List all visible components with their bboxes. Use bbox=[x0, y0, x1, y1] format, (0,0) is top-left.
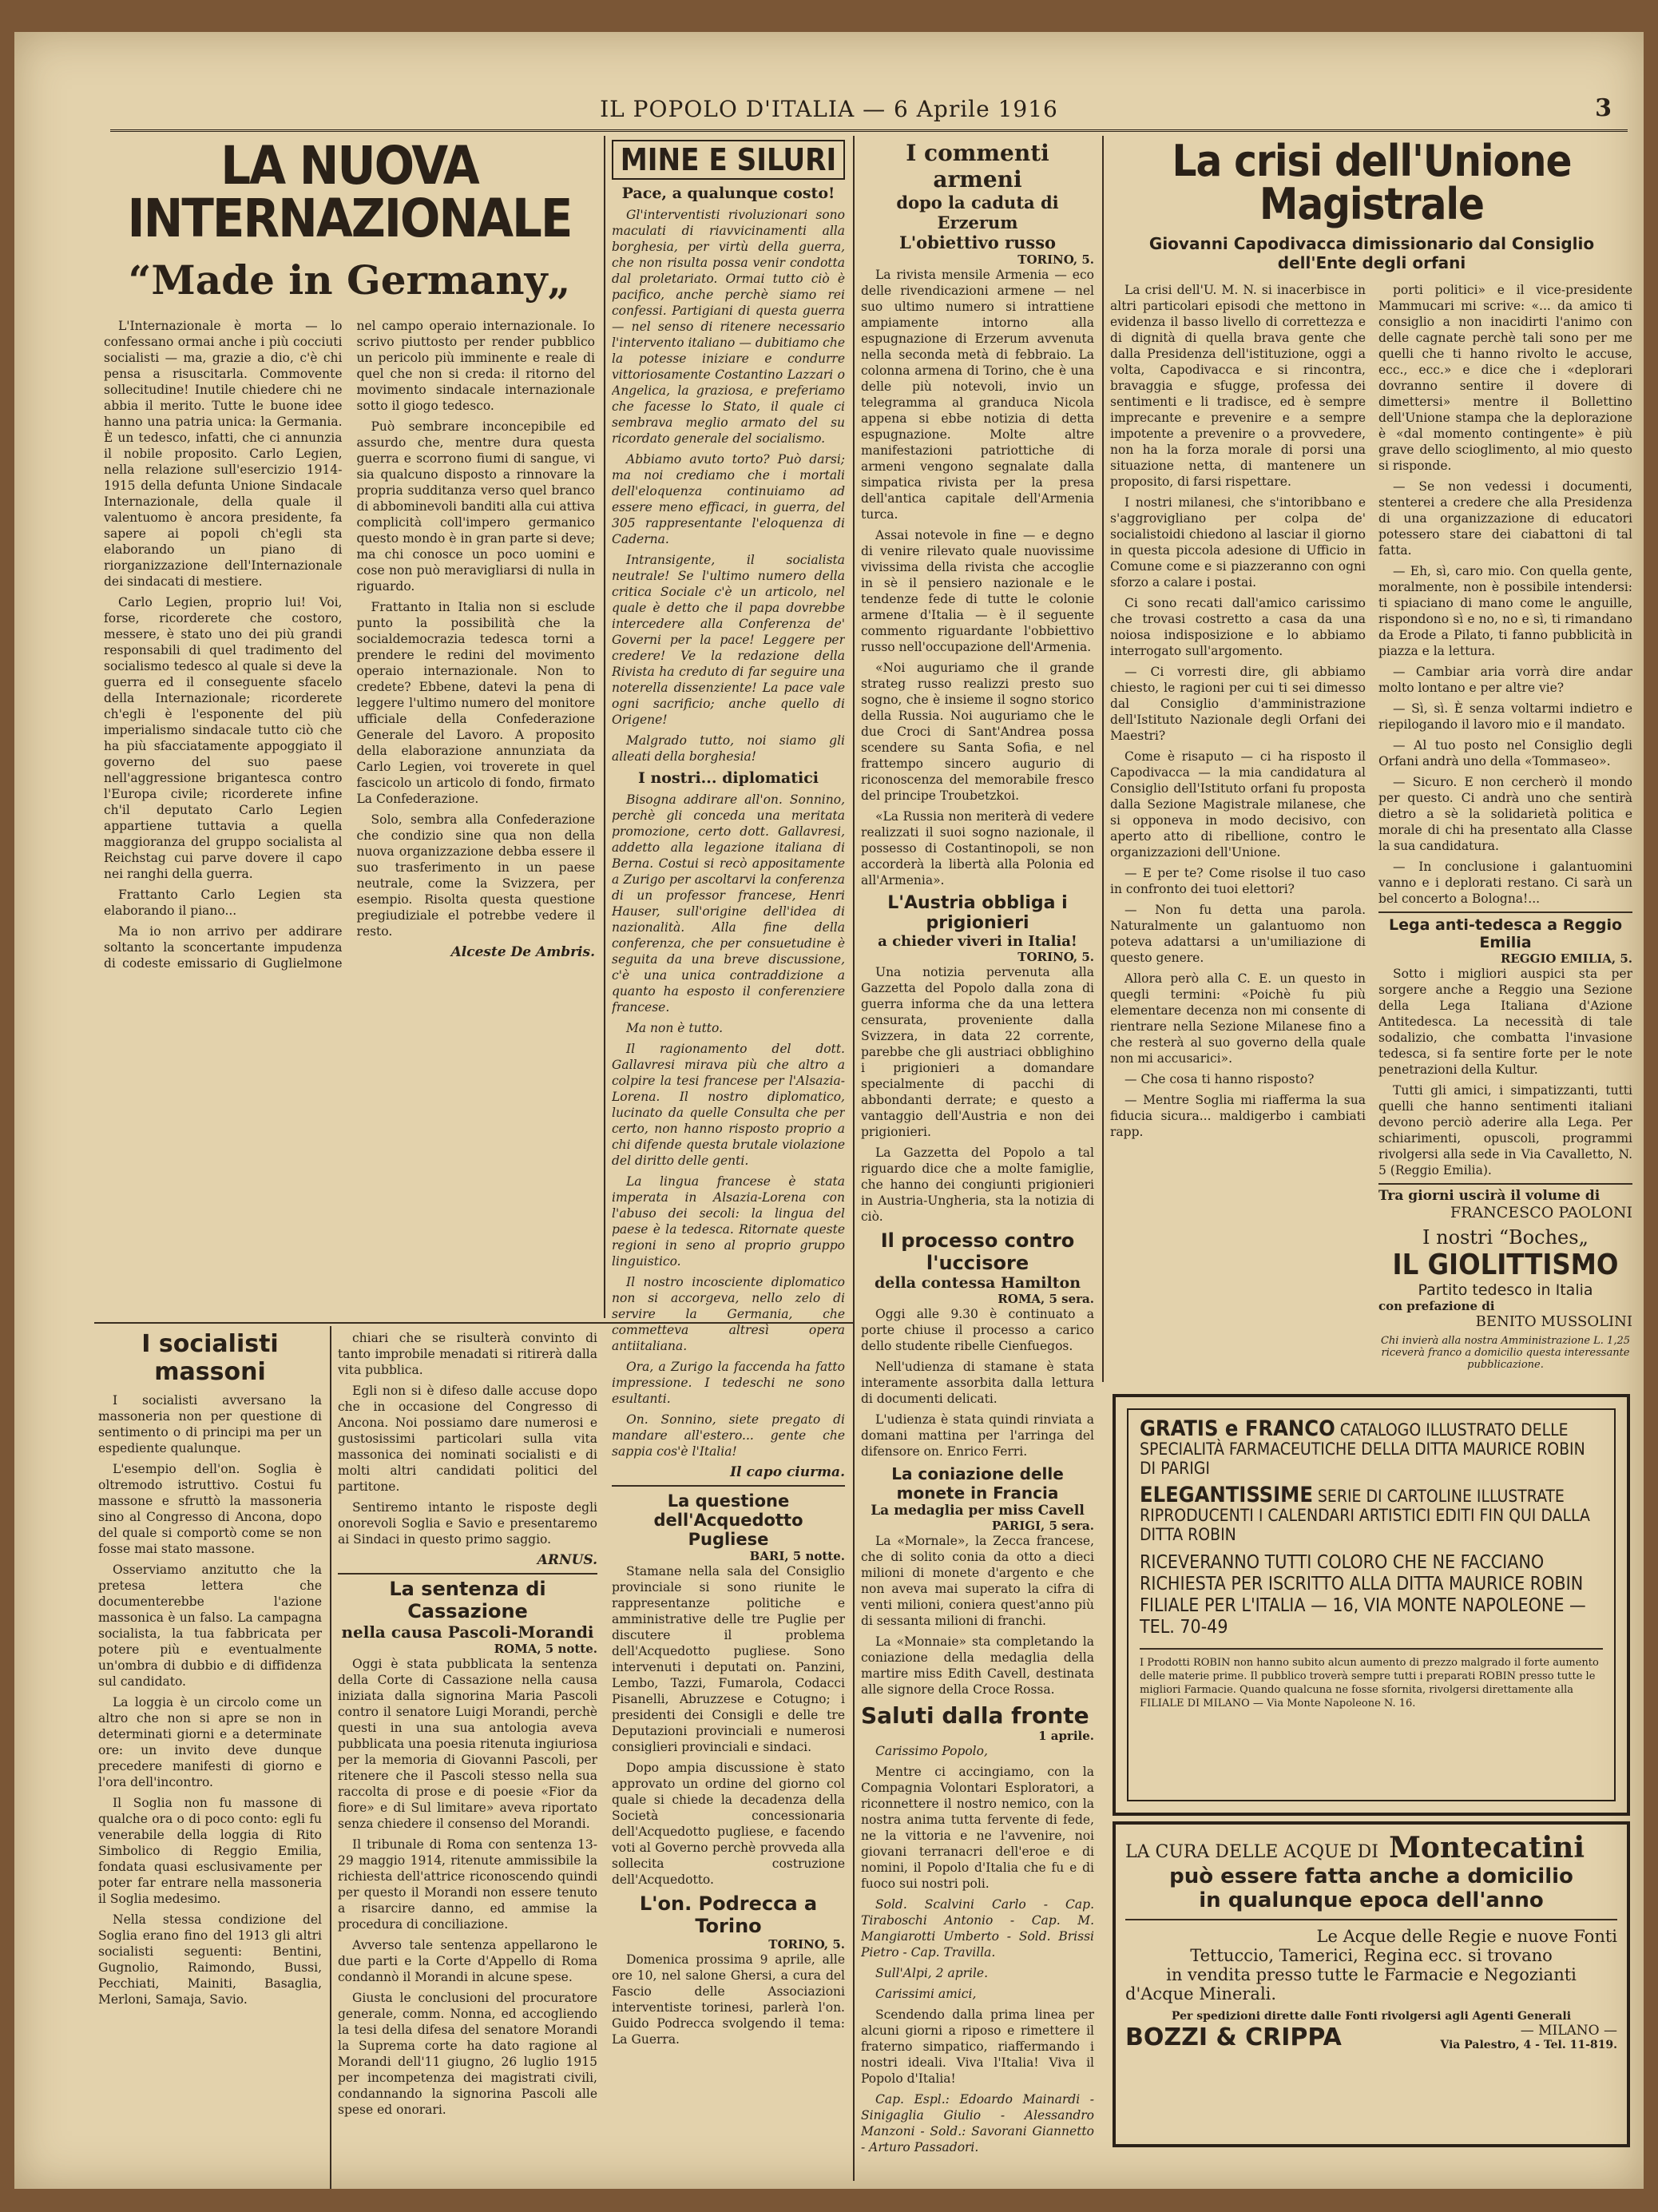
paragraph: Solo, sembra alla Confederazione che condizio sine qua non della nuova organizzazione debba essere il suo trasferimento in un paese neutrale, come la Svizzera, per esempio. Risolta questa questione pregiudiziale el potrebbe vedere il resto. bbox=[356, 812, 595, 939]
column-rule bbox=[1102, 136, 1104, 1382]
ad-text: Per spedizioni dirette dalle Fonti rivolgersi agli Agenti Generali bbox=[1171, 2010, 1572, 2023]
paragraph: Ma non è tutto. bbox=[626, 1021, 724, 1035]
paragraph: Può sembrare inconcepibile ed assurdo che, mentre dura questa guerra e scorrono fiumi di sangue, vi sia qualcuno disposto a rinnovare la propria sudditanza verso quel branco di abbominevoli banditi alla cui attiva complicità coll'impero germanico questo mondo è in gran parte si deve; ma chi conosce un poco uomini e cose non può meravigliarsi di nulla in riguardo. bbox=[356, 419, 595, 594]
section-rule bbox=[612, 1485, 845, 1487]
paragraph: Nella stessa condizione del Soglia erano fino del 1913 gli altri socialisti seguenti: Bentini, Gugnolio, Raimondo, Bussi, Pecchiati, Mainiti, Basaglia, Merloni, Samaja, Savio. bbox=[98, 1912, 322, 2007]
article-body bbox=[1378, 966, 1632, 1178]
ad-rule bbox=[1125, 1919, 1617, 1920]
paragraph: Mentre ci accingiamo, con la Compagnia Volontari Esploratori, a riconnettere il nostro nemico, con la nostra anima tutta fervente di fede, ne la vittoria e ne l'avvenire, noi giovani terranacri dell'eroe e di nomini, il Popolo d'Italia che fu e di fuoco sui nostri poli. bbox=[861, 1765, 1094, 1891]
signature: Alceste De Ambris. bbox=[450, 944, 595, 960]
paragraph: «Noi auguriamo che il grande strateg russo realizzi presto suo sogno, che è insieme il sogno storico della Russia. Noi auguriamo che le due Croci di Sant'Andrea possa scendere su Santa Sofia, e nel frattempo sincero augurio di riconoscenza del memorabile fresco del principe Troubetzkoi. bbox=[861, 661, 1094, 803]
section-rule bbox=[1378, 1183, 1632, 1185]
ad-lead: ELEGANTISSIME bbox=[1140, 1483, 1313, 1507]
article-nuova-internazionale bbox=[104, 140, 595, 1314]
paragraph: Frattanto in Italia non si esclude punto la possibilità che la socialdemocrazia tedesca torni a prendere le redini del movimento operaio internazionale. Non to credete? Ebbene, datevi la pena di leggere l'ultimo numero del monitore ufficiale della Confederazione Generale del Lavoro. A proposito della elaborazione annunziata da Carlo Legien, voi troverete in quel fascicolo un articolo di fondo, firmato La Confederazione. bbox=[356, 600, 595, 806]
ad-text: SERIE DI CARTOLINE ILLUSTRATE RIPRODUCENTI I CALENDARI ARTISTICI EDITI FIN QUI DALLA DITTA ROBIN bbox=[1140, 1487, 1590, 1544]
headline: Lega anti-tedesca a Reggio Emilia bbox=[1388, 916, 1623, 951]
paragraph: Bisogna addirare all'on. Sonnino, perchè gli conceda una meritata promozione, certo dott. Gallavresi, addetto alla legazione italiana di Berna. Costui si recò appositamente a Zurigo per ascoltarvi la conferenza di un professor francese, Henri Hauser, sull'origine dell'idea di nazionalità. Alla fine della conferenza, che per consuetudine è seguita da una breve discussione, c'è una unica contraddizione a quanto ha esposto il conferenziere francese. bbox=[612, 792, 845, 1015]
book-pref: con prefazione di bbox=[1378, 1299, 1495, 1313]
subheadline: a chieder viveri in Italia! bbox=[878, 933, 1077, 950]
ad-text: può essere fatta anche a domicilio bbox=[1169, 1865, 1573, 1888]
dateline: 1 aprile. bbox=[1038, 1729, 1094, 1743]
paragraph: Oggi alle 9.30 è continuato a porte chiuse il processo a carico dello studente ribelle Cienfuegos. bbox=[861, 1307, 1094, 1353]
paragraph: On. Sonnino, siete pregato di mandare all'estero... gente che sappia cos'è l'Italia! bbox=[612, 1412, 845, 1459]
signature: Il capo ciurma. bbox=[730, 1464, 845, 1480]
paragraph: L'Internazionale è morta — lo confessano ormai anche i più cocciuti socialisti — ma, grazie a dio, c'è chi pensa a risuscitarla. Commovente sollecitudine! Inutile chiedere chi ne abbia il merito. Tutte le buone idee hanno una patria unica: la Germania. È un tedesco, infatti, che ci annunzia il nobile proposito. Carlo Legien, nella relazione sull'esercizio 1914-1915 della defunta Unione Sindacale Internazionale, della quale il valentuomo è ancora presidente, fa sapere ai popoli ch'egli sta elaborando un piano di riorganizzazione dell'Internazionale dei sindacati di mestiere. bbox=[104, 319, 343, 589]
headline: I socialisti massoni bbox=[141, 1330, 279, 1386]
dateline: BARI, 5 notte. bbox=[749, 1549, 845, 1563]
subheadline: “Made in Germany„ bbox=[128, 256, 571, 304]
paragraph: Tutti gli amici, i simpatizzanti, tutti quelli che hanno sentimenti italiani devono perciò aderire alla Lega. Per schiarimenti, opuscoli, programmi rivolgersi alla sede in Via Cavalletto, N. 5 (Reggio Emilia). bbox=[1378, 1083, 1632, 1177]
headline: MINE E SILURI bbox=[612, 140, 845, 180]
paragraph: Il nostro incosciente diplomatico non si accorgeva, nello zelo di servire la Germania, che commetteva altresì opera antiitaliana. bbox=[612, 1275, 845, 1353]
headline: La questione dell'Acquedotto Pugliese bbox=[653, 1491, 803, 1549]
paragraph: Egli non si è difeso dalle accuse dopo che in occasione del Congresso di Ancona. Noi possiamo dare numerosi e gustosissimi particolari sulla vita massonica dei nominati socialisti e di molti altri candidati politici del partitone. bbox=[338, 1384, 597, 1494]
paragraph: Gl'interventisti rivoluzionari sono maculati di riavvicinamenti alla borghesia, per virtù della guerra, che non risulta possa venir condotta dal proletariato. Ormai tutto ciò è pacifico, anche perchè siamo rei confessi. Partigiani di questa guerra — nel senso di ritenere necessario l'intervento italiano — dubitiamo che la potesse iniziare e condurre vittoriosamente Costantino Lazzari o Angelica, la graziosa, e preferiamo che facesse lo Stato, il quale ci sembrava meglio armato del su ricordato generale del socialismo. bbox=[612, 208, 845, 446]
masthead: IL POPOLO D'ITALIA — 6 Aprile 1916 bbox=[600, 96, 1058, 122]
column-rule bbox=[604, 136, 605, 1318]
ad-rule bbox=[1140, 1648, 1603, 1650]
page-number: 3 bbox=[1595, 94, 1612, 122]
paragraph: Scendendo dalla prima linea per alcuni giorni a riposo e rimettere il fraterno simpatico, riaffermando i nostri ideali. Viva l'Italia! Viva il Popolo d'Italia! bbox=[861, 2007, 1094, 2086]
paragraph: Ora, a Zurigo la faccenda ha fatto impressione. I tedeschi ne sono esultanti. bbox=[612, 1360, 845, 1406]
paragraph: — Sicuro. E non cercherò il mondo per questo. Ci andrà uno che sentirà dietro a sè la solidarietà politica e morale di chi ha presentato alla Classe la sua candidatura. bbox=[1378, 775, 1632, 853]
subheadline: della contessa Hamilton bbox=[874, 1274, 1081, 1292]
paragraph: Avverso tale sentenza appellarono le due parti e la Corte d'Appello di Roma condannò il Morandi in alcune spese. bbox=[338, 1938, 597, 1984]
book-note: Chi invierà alla nostra Amministrazione L. 1,25 riceverà franco a domicilio questa interessante pubblicazione. bbox=[1380, 1335, 1631, 1371]
section-title: I nostri... diplomatici bbox=[637, 769, 819, 787]
column-rule bbox=[853, 136, 855, 2181]
paragraph: Stamane nella sala del Consiglio provinciale si sono riunite le rappresentanze politiche e amministrative delle tre Puglie per discutere il problema dell'Acquedotto pugliese. Sono intervenuti i deputati on. Panzini, Lembo, Tazzi, Fumarola, Codacci Pisanelli, Abruzzese e Cotugno; i presidenti dei Consigli e delle tre Deputazioni provinciali e numerosi consiglieri provinciali e sindaci. bbox=[612, 1564, 845, 1754]
paragraph: Sentiremo intanto le risposte degli onorevoli Soglia e Savio e presentaremo ai Sindaci in questo primo saggio. bbox=[338, 1500, 597, 1547]
book-pre: Tra giorni uscirà il volume di bbox=[1378, 1188, 1600, 1204]
paragraph: — Ci vorresti dire, gli abbiamo chiesto, le ragioni per cui ti sei dimesso dal Consiglio d'amministrazione dell'Istituto Nazionale degli Orfani dei Maestri? bbox=[1110, 665, 1366, 743]
paragraph: Il ragionamento del dott. Gallavresi mirava più che altro a colpire la tesi francese per l'Alsazia-Lorena. Il nostro diplomatico, lucinato da quelle Consulta che per certo, non hanno risposto proprio a chi difende questa brutale violazione del diritto delle genti. bbox=[612, 1042, 845, 1168]
paragraph: Giusta le conclusioni del procuratore generale, comm. Nonna, ed accogliendo la tesi della difesa del senatore Morandi la Suprema corte ha dato ragione al Morandi dell'11 giugno, 26 luglio 1915 per incompetenza dei magistrati civili, condannando la signorina Pascoli alle spese ed onorari. bbox=[338, 1991, 597, 2117]
headline: Saluti dalla fronte bbox=[861, 1702, 1089, 1729]
ad-address: Via Palestro, 4 - Tel. 11-819. bbox=[1440, 2039, 1617, 2051]
paragraph: Sotto i migliori auspici sta per sorgere anche a Reggio una Sezione della Lega Italiana d'Azione Antitedesca. La necessità di tale sodalizio, che combatta l'invasione tedesca, si fa sentire forte per le note penetrazioni della Kultur. bbox=[1378, 967, 1632, 1077]
article-body bbox=[861, 964, 1094, 1225]
paragraph: La crisi dell'U. M. N. si inacerbisce in altri particolari episodi che mettono in evidenza il basso livello di correttezza e di dignità di quella brava gente che dalla Presidenza dell'istituzione, oggi a volta, Capodivacca e si rincontra, bravaggia e sfugge, professa dei sentimenti e li tradisce, ed è sempre imprecante e prevenire e a sempre impotente a prevenire o a provvedere, non ha la forza morale di porsi una situazione netta, di mantenere un proposito, di farsi rispettare. bbox=[1110, 283, 1366, 489]
paragraph: Come è risaputo — ci ha risposto il Capodivacca — la mia candidatura al Consiglio dell'Istituto orfani fu proposta dalla Sezione Magistrale milanese, che si opponeva in modo decisivo, con aperto atto di ribellione, contro le organizzazioni dell'Unione. bbox=[1110, 749, 1366, 860]
column-news bbox=[861, 140, 1094, 2177]
ad-text: in vendita presso tutte le Farmacie e Negozianti bbox=[1166, 1965, 1577, 1984]
paragraph: Sold. Scalvini Carlo - Cap. Tiraboschi Antonio - Cap. M. Mangiarotti Umberto - Sold. Brissi Pietro - Cap. Travilla. bbox=[861, 1897, 1094, 1960]
dateline: ROMA, 5 notte. bbox=[494, 1642, 597, 1656]
book-subtitle: Partito tedesco in Italia bbox=[1418, 1281, 1593, 1299]
column-rule bbox=[330, 1326, 331, 2189]
article-crisi-unione-magistrale bbox=[1110, 140, 1633, 1382]
article-body bbox=[612, 792, 845, 1480]
headline: La coniazione delle monete in Francia bbox=[891, 1464, 1064, 1503]
ad-maurice-robin bbox=[1113, 1394, 1630, 1816]
ad-text: LA CURA DELLE ACQUE DI bbox=[1125, 1842, 1378, 1862]
paragraph: Ma io non arrivo per addirare soltanto la sconcertante impudenza di codeste emissario di Guglielmone nel campo operaio internazionale. Io scrivo piuttosto per render pubblico un pericolo più imminente e reale di quel che non si creda: il ritorno del movimento sindacale internazionale sotto il giogo tedesco. bbox=[104, 319, 595, 971]
ad-text: d'Acque Minerali. bbox=[1125, 1984, 1277, 2004]
paragraph: Ci sono recati dall'amico carissimo che trovasi costretto a casa da una noiosa indisposizione e lo abbiamo interrogato sull'argomento. bbox=[1110, 596, 1366, 658]
article-body bbox=[612, 207, 845, 764]
dateline: PARIGI, 5 sera. bbox=[991, 1519, 1094, 1533]
paragraph: Sull'Alpi, 2 aprile. bbox=[875, 1966, 989, 1980]
paragraph: Oggi è stata pubblicata la sentenza della Corte di Cassazione nella causa iniziata dalla signorina Maria Pascoli contro il senatore Luigi Morandi, perchè questi in una sua antologia aveva pubblicata una poesia ritenuta ingiuriosa per la memoria di Giovanni Pascoli, per ritenere che il Pascoli stesso nella sua raccolta di prose e di poesie «Fior da fiore» e di Sul limitare» aveva riportato senza chiedere il consenso del Morandi. bbox=[338, 1657, 597, 1831]
book-author: FRANCESCO PAOLONI bbox=[1450, 1204, 1632, 1221]
subheadline: L'obiettivo russo bbox=[898, 232, 1057, 252]
paragraph: L'esempio dell'on. Soglia è oltremodo istruttivo. Costui fu massone e sfruttò la massoneria sino al Congresso di Ancona, dopo del quale si comportò come se non fosse mai stato massone. bbox=[98, 1462, 322, 1556]
ad-text: CATALOGO ILLUSTRATO DELLE SPECIALITÀ FARMACEUTICHE DELLA DITTA MAURICE ROBIN DI PARIGI bbox=[1140, 1420, 1585, 1478]
dateline: ROMA, 5 sera. bbox=[998, 1292, 1094, 1306]
headline: LA NUOVA INTERNAZIONALE bbox=[127, 140, 572, 249]
book-title: IL GIOLITTISMO bbox=[1392, 1249, 1619, 1281]
paragraph: Allora però alla C. E. un questo in quegli termini: «Poichè fu più elementare decenza non mi consente di rientrare nella Sezione Milanese fino a che resterà al suo governo della quale non mi accusarici». bbox=[1110, 971, 1366, 1066]
book-line: I nostri “Boches„ bbox=[1422, 1226, 1589, 1249]
subheadline: Giovanni Capodivacca dimissionario dal Consiglio dell'Ente degli orfani bbox=[1148, 234, 1595, 272]
article-body bbox=[861, 267, 1094, 888]
paragraph: La lingua francese è stata imperata in Alsazia-Lorena con l'abuso dei secoli: la lingua del paese è la tedesca. Ritornate queste regioni in seno al proprio gruppo linguistico. bbox=[612, 1174, 845, 1269]
subheadline: Pace, a qualunque costo! bbox=[621, 185, 835, 202]
ad-lead: GRATIS e FRANCO bbox=[1140, 1416, 1335, 1441]
paragraph: Carlo Legien, proprio lui! Voi, forse, ricorderete che costoro, messere, è stato uno dei più grandi responsabili di quel tradimento del socialismo tedesco al quale si deve la guerra ed il conseguente sfacelo della Internazionale; ricorderete ch'egli è l'esponente del più imperialismo sindacale tutto ciò che ha più sfacciatamente appoggiato il governo del suo paese nell'aggressione brigantesca contro l'Europa civile; ricorderete infine ch'il deputato Carlo Legien appartiene tuttavia a quella maggioranza del gruppo socialista al Reichstag cui parve dovere il capo nei ranghi della guerra. bbox=[104, 595, 343, 881]
article-body bbox=[861, 1743, 1094, 2155]
book-announcement bbox=[1378, 1188, 1632, 1371]
headline: Il processo contro l'uccisore bbox=[880, 1229, 1075, 1274]
paragraph: Osserviamo anzitutto che la pretesa lettera che documenterebbe l'azione massonica è un falso. La campagna socialista, la tua fabbricata per potere più e eventualmente un'ombra di dubbio e di diffidenza sul candidato. bbox=[98, 1563, 322, 1689]
ad-line bbox=[1140, 1483, 1603, 1544]
paragraph: I nostri milanesi, che s'intoribbano e s'aggrovigliano per colpa de' socialistoidi chiedono al lasciar il giorno in questa piccola adesione di Ufficio in Comune come e si piazzeranno con ogni sforzo a calare i postai. bbox=[1110, 495, 1366, 590]
signature: ARNUS. bbox=[537, 1552, 597, 1568]
ad-line: RICEVERANNO TUTTI COLORO CHE NE FACCIANO RICHIESTA PER ISCRITTO ALLA DITTA MAURICE ROBIN FILIALE PER L'ITALIA — 16, VIA MONTE NAPOLEONE — TEL. 70-49 bbox=[1140, 1552, 1586, 1638]
paragraph: L'udienza è stata quindi rinviata a domani mattina per l'arringa del difensore on. Enrico Ferri. bbox=[861, 1412, 1094, 1459]
paragraph: I socialisti avversano la massoneria non per questione di sentimento o di principi ma per un espediente qualunque. bbox=[98, 1393, 322, 1455]
article-body bbox=[861, 1533, 1094, 1698]
headline: L'Austria obbliga i prigionieri bbox=[887, 893, 1068, 933]
paragraph: Cap. Espl.: Edoardo Mainardi - Sinigaglia Giulio - Alessandro Manzoni - Sold.: Savorani Giannetto - Arturo Passadori. bbox=[861, 2092, 1094, 2154]
paragraph: La Gazzetta del Popolo a tal riguardo dice che a molte famiglie, che hanno dei congiunti prigionieri in Austria-Ungheria, sta la notizia di ciò. bbox=[861, 1146, 1094, 1224]
ad-text: in qualunque epoca dell'anno bbox=[1199, 1888, 1544, 1912]
paragraph: Dopo ampia discussione è stato approvato un ordine del giorno col quale si chiede la decadenza della Società concessionaria dell'Acquedotto pugliese, e facendo voti al Governo perchè provveda alla sollecita costruzione dell'Acquedotto. bbox=[612, 1761, 845, 1887]
paragraph: La «Monnaie» sta completando la coniazione della medaglia della martire miss Edith Cavell, destinata alle signore della Croce Rossa. bbox=[861, 1634, 1094, 1697]
subheadline: nella causa Pascoli-Morandi bbox=[341, 1622, 594, 1642]
paragraph: «La Russia non meriterà di vedere realizzati il suoi sogno nazionale, il possesso di Costantinopoli, se non accorderà la libertà alla Polonia ed all'Armenia». bbox=[861, 809, 1094, 888]
ad-line bbox=[1140, 1416, 1603, 1478]
paragraph: Intransigente, il socialista neutrale! Se l'ultimo numero della critica Sociale c'è un articolo, nel quale è detto che il papa dovrebbe intercedere alla Conferenza de' Governi per la pace! Leggere per credere! Ve la redazione della Rivista ha creduto di far seguire una noterella dissenziente! La pace vale ogni sacrificio; anche quello di Origene! bbox=[612, 553, 845, 727]
headline: La crisi dell'Unione Magistrale bbox=[1172, 140, 1572, 229]
paragraph: — Cambiar aria vorrà dire andar molto lontano e per altre vie? bbox=[1378, 665, 1632, 695]
article-body bbox=[1378, 282, 1632, 907]
paragraph: — Non fu detta una parola. Naturalmente un galantuomo non poteva adattarsi a un'umiliazione di questo genere. bbox=[1110, 903, 1366, 965]
section-rule bbox=[1378, 911, 1632, 913]
book-pref-author: BENITO MUSSOLINI bbox=[1475, 1313, 1632, 1330]
article-body bbox=[1110, 282, 1366, 1382]
dateline: TORINO, 5. bbox=[1017, 252, 1094, 267]
article-body bbox=[612, 1563, 845, 1888]
paragraph: Carissimo Popolo, bbox=[875, 1744, 988, 1758]
ad-montecatini bbox=[1113, 1821, 1630, 2147]
paragraph: — E per te? Come risolse il tuo caso in confronto dei tuoi elettori? bbox=[1110, 866, 1366, 896]
paragraph: La loggia è un circolo come un altro che non si apre se non in determinati giorni e a determinate ore: un invito deve dunque precedere manifesti di giorno e l'ora dell'incontro. bbox=[98, 1695, 322, 1789]
paragraph: La rivista mensile Armenia — eco delle rivendicazioni armene — nel suo ultimo numero si intrattiene ampiamente intorno alla espugnazione di Erzerum avvenuta nella seconda metà di febbraio. La colonna armena di Torino, che è una delle più notevoli, invio un telegramma al granduca Nicola appena si ebbe notizia di detta espugnazione. Molte altre manifestazioni patriottiche di armeni vengono segnalate dalla simpatica rivista per la presa dell'antica capitale dell'Armenia turca. bbox=[861, 268, 1094, 522]
ad-text: Le Acque delle Regie e nuove Fonti bbox=[1316, 1927, 1617, 1946]
paragraph: Assai notevole in fine — e degno di venire rilevato quale nuovissime vivissima della rivista che accoglie in sè il pensiero nazionale e le tendenze fede di tutte le colonie armene d'Italia — è il seguente commento riguardante l'obbiettivo russo nell'occupazione dell'Armenia. bbox=[861, 528, 1094, 654]
paragraph: — In conclusione i galantuomini vanno e i deplorati restano. Ci sarà un bel concerto a Bologna!... bbox=[1378, 860, 1632, 906]
dateline: REGGIO EMILIA, 5. bbox=[1500, 951, 1632, 966]
article-body bbox=[612, 1952, 845, 2047]
paragraph: — Se non vedessi i documenti, stenterei a credere che alla Presidenza di una organizzazione di educatori potessero stare dei ciabattoni di tal fatta. bbox=[1378, 479, 1632, 558]
article-body bbox=[104, 318, 595, 1314]
paragraph: Frattanto Carlo Legien sta elaborando il piano... bbox=[104, 888, 343, 918]
paragraph: Il Soglia non fu massone di qualche ora o di poco conto: egli fu venerabile della loggia di Rito Simbolico di Reggio Emilia, fondata quasi esclusivamente per poter far entrare nella massoneria il Soglia medesimo. bbox=[98, 1796, 322, 1906]
subheadline: La medaglia per miss Cavell bbox=[871, 1503, 1085, 1519]
paragraph: Malgrado tutto, noi siamo gli alleati della borghesia! bbox=[612, 733, 845, 764]
article-mine-e-siluri bbox=[612, 140, 845, 2177]
ad-agent: BOZZI & CRIPPA bbox=[1125, 2023, 1342, 2051]
newspaper-page bbox=[14, 32, 1644, 2189]
dateline: TORINO, 5. bbox=[1017, 950, 1094, 964]
subheadline: dopo la caduta di Erzerum bbox=[896, 193, 1059, 232]
article-cassazione bbox=[338, 1330, 597, 2181]
ad-text: Tettuccio, Tamerici, Regina ecc. si trovano bbox=[1190, 1946, 1553, 1965]
article-socialisti-massoni bbox=[98, 1330, 322, 2181]
paragraph: chiari che se risulterà convinto di tanto improbile menadati si ritirerà dalla vita pubblica. bbox=[338, 1331, 597, 1377]
headline: L'on. Podrecca a Torino bbox=[639, 1892, 818, 1937]
article-body bbox=[338, 1656, 597, 2118]
paragraph: Abbiamo avuto torto? Può darsi; ma noi crediamo che i mortali dell'eloquenza continuiamo ad essere meno efficaci, in guerra, del 305 rappresentante l'eloquenza di Caderna. bbox=[612, 452, 845, 546]
paragraph: Nell'udienza di stamane è stata interamente assorbita dalla lettura di documenti delicati. bbox=[861, 1360, 1094, 1406]
ad-fine-print: I Prodotti ROBIN non hanno subito alcun aumento di prezzo malgrado il forte aumento delle materie prime. Il pubblico troverà sempre tutti i preparati ROBIN presso tutte le migliori Farmacie. Quando qualcuna ne fosse sfornita, rivolgersi direttamente alla FILIALE DI MILANO — Via Monte Napoleone N. 16. bbox=[1140, 1657, 1599, 1710]
paragraph: porti politici» e il vice-presidente Mammucari mi scrive: «... da amico ti consiglio a non inacidirti l'animo con delle cagnate perchè tali sono per me quelli che ti hanno rivolto le accuse, ecc., ecc.» e dice che i «deplorari dovranno sentire il dovere di dimettersi» mentre il Bollettino dell'Unione stampa che la deplorazione è «dal momento contingente» è più grave dello scioglimento, al mio questo si risponde. bbox=[1378, 283, 1632, 473]
masthead-rule bbox=[110, 129, 1628, 132]
ad-brand: Montecatini bbox=[1389, 1831, 1585, 1865]
paragraph: — Sì, sì. È senza voltarmi indietro e riepilogando il lavoro mio e il mandato. bbox=[1378, 701, 1632, 732]
paragraph: Carissimi amici, bbox=[875, 1987, 977, 2001]
paragraph: Una notizia pervenuta alla Gazzetta del Popolo dalla zona di guerra informa che da una lettera censurata, proveniente dalla Svizzera, in data 22 corrente, parebbe che gli austriaci obblighino i prigionieri a domandare specialmente di pacchi di abbondanti derrate; e questo a vantaggio dell'Austria e non dei prigionieri. bbox=[861, 965, 1094, 1139]
article-body bbox=[338, 1330, 597, 1568]
paragraph: — Al tuo posto nel Consiglio degli Orfani andrà uno della «Tommaseo». bbox=[1378, 738, 1632, 768]
article-body bbox=[861, 1306, 1094, 1459]
ad-city: — MILANO — bbox=[1520, 2023, 1617, 2039]
right-subcolumn bbox=[1378, 282, 1632, 1382]
article-body bbox=[98, 1392, 322, 2007]
headline: La sentenza di Cassazione bbox=[389, 1578, 546, 1622]
paragraph: — Che cosa ti hanno risposto? bbox=[1125, 1072, 1315, 1086]
paragraph: La «Mornale», la Zecca francese, che di solito conia da otto a dieci milioni di monete d'argento e che non aveva mai superato la cifra di venti milioni, coniera quest'anno più di sessanta milioni di franchi. bbox=[861, 1534, 1094, 1628]
paragraph: — Mentre Soglia mi riafferma la sua fiducia sicura... maldigerbo i cambiati rapp. bbox=[1110, 1093, 1366, 1139]
section-rule bbox=[338, 1573, 597, 1575]
paragraph: Domenica prossima 9 aprile, alle ore 10, nel salone Ghersi, a cura del Fascio delle Associazioni interventiste torinesi, parlerà l'on. Guido Podrecca svolgendo il tema: La Guerra. bbox=[612, 1952, 845, 2047]
paragraph: — Eh, sì, caro mio. Con quella gente, moralmente, non è possibile intendersi: ti spiaciano di mano come le anguille, rispondono sì e no, no e sì, ti rimandano da Erode a Pilato, ti fanno pubblicità in piazza e la lettura. bbox=[1378, 564, 1632, 658]
dateline: TORINO, 5. bbox=[768, 1937, 845, 1952]
paragraph: Il tribunale di Roma con sentenza 13-29 maggio 1914, ritenute ammissibile la richiesta dell'attrice riconoscendo quindi per questo il Morandi non essere tenuto a risarcire danno, ed ammise la procedura di conciliazione. bbox=[338, 1837, 597, 1932]
headline: I commenti armeni bbox=[906, 140, 1049, 193]
